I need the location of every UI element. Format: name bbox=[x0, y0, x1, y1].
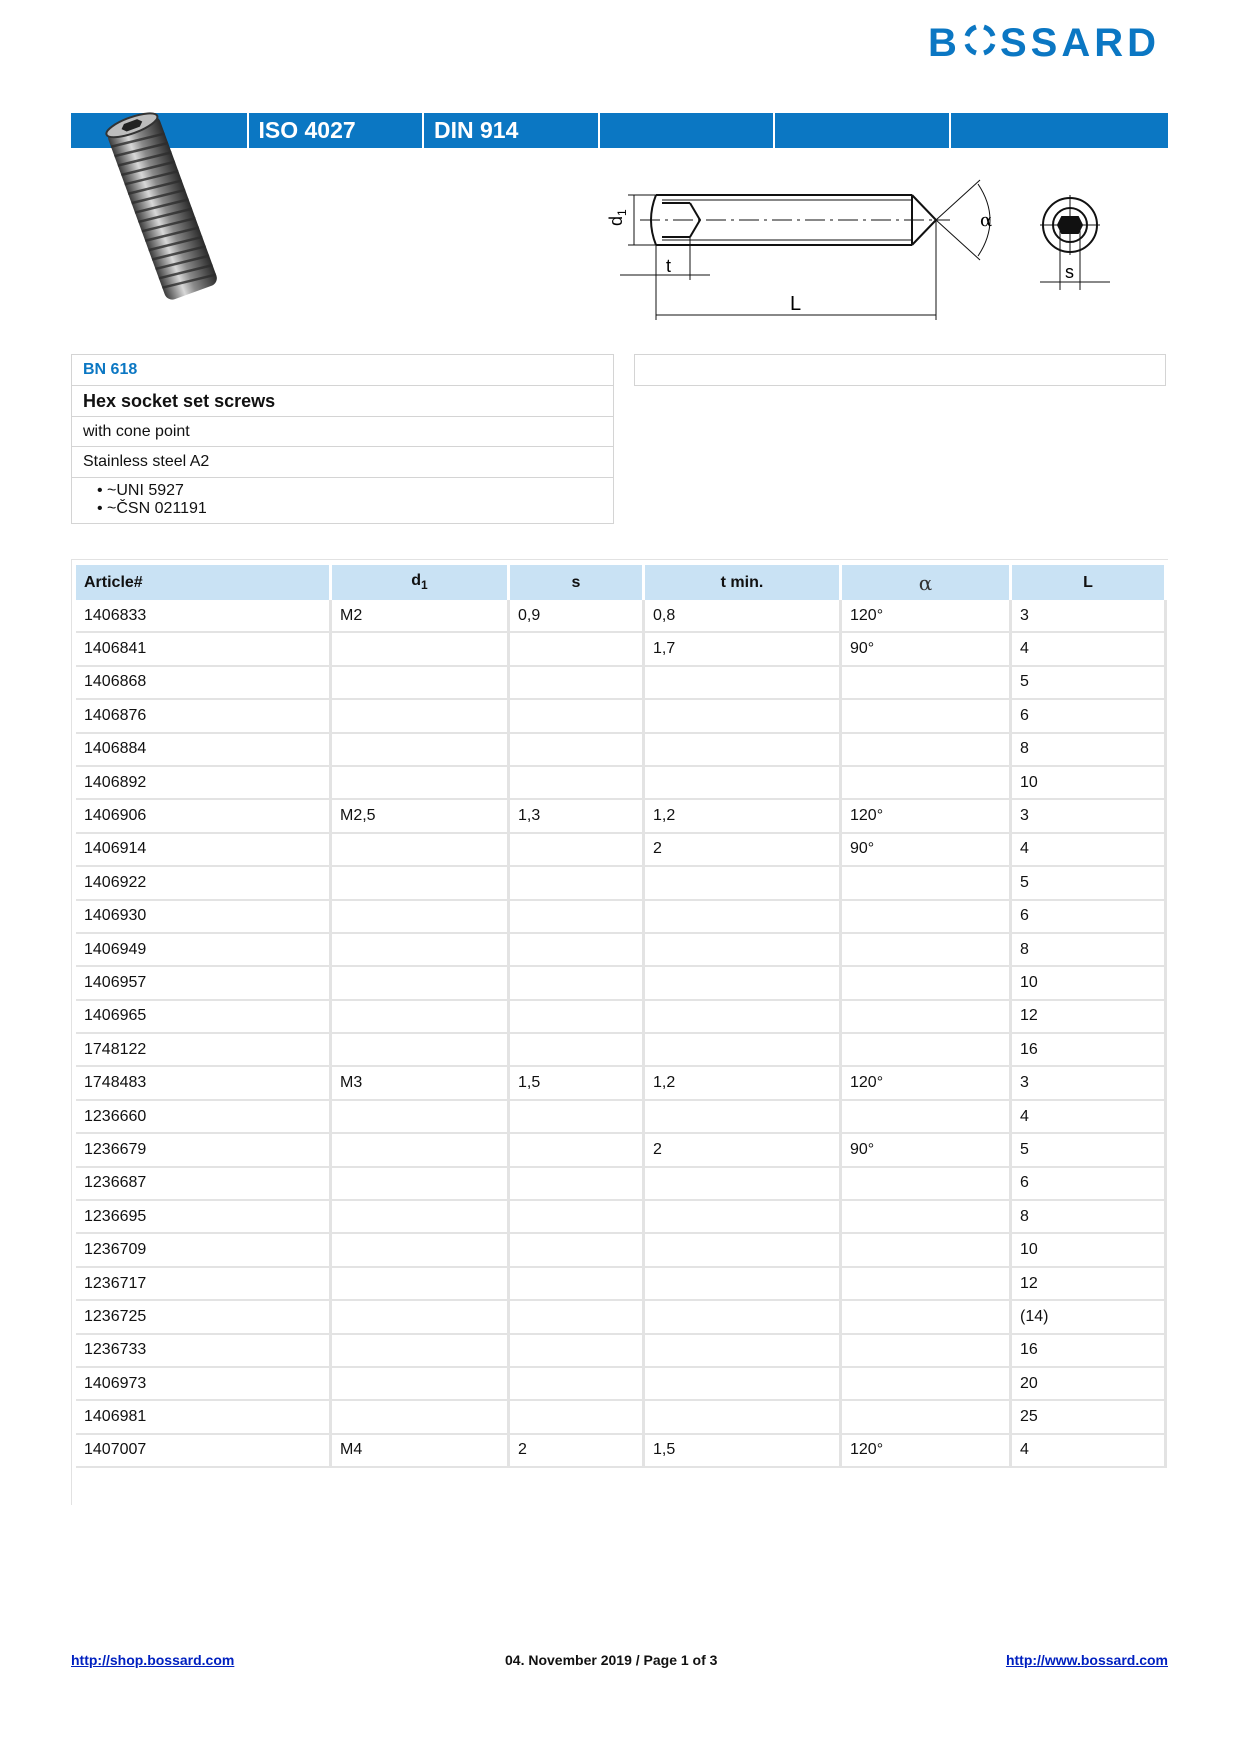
band-cell-iso: ISO 4027 bbox=[247, 113, 423, 148]
footer-left bbox=[71, 1652, 234, 1668]
cell-article: 1406841 bbox=[76, 633, 332, 666]
product-info-box bbox=[71, 354, 614, 524]
cell-d1 bbox=[332, 834, 510, 867]
cell-t-min: 1,7 bbox=[645, 633, 842, 666]
cell-article: 1406949 bbox=[76, 934, 332, 967]
cell-d1 bbox=[332, 1335, 510, 1368]
col-header-alpha: α bbox=[842, 565, 1012, 600]
cell-s bbox=[510, 667, 645, 700]
cell-alpha: 90° bbox=[842, 1134, 1012, 1167]
cell-alpha bbox=[842, 1401, 1012, 1434]
band-cell-din: DIN 914 bbox=[422, 113, 598, 148]
cell-l: 4 bbox=[1012, 633, 1167, 666]
cell-article: 1236725 bbox=[76, 1301, 332, 1334]
table-row bbox=[76, 1401, 1167, 1434]
band-cell bbox=[773, 113, 949, 148]
cell-alpha bbox=[842, 1034, 1012, 1067]
drawing-label-t: t bbox=[666, 256, 672, 276]
cell-article: 1407007 bbox=[76, 1435, 332, 1468]
cell-d1: M4 bbox=[332, 1435, 510, 1468]
bossard-logo bbox=[928, 18, 1168, 64]
cell-alpha bbox=[842, 767, 1012, 800]
cell-s bbox=[510, 1134, 645, 1167]
cell-alpha bbox=[842, 934, 1012, 967]
product-photo bbox=[95, 108, 230, 308]
cell-l: 10 bbox=[1012, 1234, 1167, 1267]
table-row bbox=[76, 1234, 1167, 1267]
cell-alpha: 120° bbox=[842, 1067, 1012, 1100]
cell-s bbox=[510, 1001, 645, 1034]
shop-link[interactable]: http://shop.bossard.com bbox=[71, 1652, 235, 1668]
cell-alpha: 90° bbox=[842, 834, 1012, 867]
col-header-d1: $d_1$ bbox=[332, 565, 510, 600]
cell-alpha bbox=[842, 734, 1012, 767]
table-row bbox=[76, 633, 1167, 666]
cell-s bbox=[510, 1401, 645, 1434]
cell-l: 20 bbox=[1012, 1368, 1167, 1401]
website-link[interactable]: http://www.bossard.com bbox=[1005, 1652, 1168, 1668]
cell-l: 6 bbox=[1012, 1168, 1167, 1201]
table-row bbox=[76, 834, 1167, 867]
cell-alpha bbox=[842, 1234, 1012, 1267]
cell-d1 bbox=[332, 967, 510, 1000]
table-row bbox=[76, 1034, 1167, 1067]
cell-s bbox=[510, 700, 645, 733]
cell-alpha: 120° bbox=[842, 1435, 1012, 1468]
footer-right bbox=[1006, 1652, 1168, 1668]
cell-t-min bbox=[645, 1335, 842, 1368]
table-row bbox=[76, 700, 1167, 733]
cell-article: 1406914 bbox=[76, 834, 332, 867]
cell-article: 1406884 bbox=[76, 734, 332, 767]
cell-l: 16 bbox=[1012, 1335, 1167, 1368]
cell-t-min: 1,2 bbox=[645, 800, 842, 833]
cell-alpha bbox=[842, 1201, 1012, 1234]
cell-article: 1236709 bbox=[76, 1234, 332, 1267]
cell-article: 1236687 bbox=[76, 1168, 332, 1201]
cell-l: 12 bbox=[1012, 1001, 1167, 1034]
cell-l: 6 bbox=[1012, 700, 1167, 733]
cell-article: 1406906 bbox=[76, 800, 332, 833]
cell-article: 1236695 bbox=[76, 1201, 332, 1234]
cell-l: 5 bbox=[1012, 667, 1167, 700]
cell-alpha bbox=[842, 700, 1012, 733]
drawing-label-alpha: α bbox=[980, 210, 993, 231]
cell-article: 1406876 bbox=[76, 700, 332, 733]
logo-ring bbox=[967, 27, 993, 53]
cell-alpha bbox=[842, 901, 1012, 934]
table-row bbox=[76, 867, 1167, 900]
table-row bbox=[76, 1067, 1167, 1100]
standard-item: • ~ČSN 021191 bbox=[97, 500, 207, 517]
cell-d1 bbox=[332, 1401, 510, 1434]
table-row bbox=[76, 1301, 1167, 1334]
cell-t-min: 0,8 bbox=[645, 600, 842, 633]
cell-s bbox=[510, 1301, 645, 1334]
cell-t-min bbox=[645, 967, 842, 1000]
cell-t-min: 2 bbox=[645, 834, 842, 867]
table-row bbox=[76, 1435, 1167, 1468]
cell-d1 bbox=[332, 700, 510, 733]
cell-alpha: 90° bbox=[842, 633, 1012, 666]
cell-t-min bbox=[645, 767, 842, 800]
cell-t-min bbox=[645, 1368, 842, 1401]
cell-d1 bbox=[332, 867, 510, 900]
cell-t-min bbox=[645, 667, 842, 700]
cell-d1 bbox=[332, 1201, 510, 1234]
cell-l: 6 bbox=[1012, 901, 1167, 934]
cell-t-min bbox=[645, 1268, 842, 1301]
cell-article: 1406930 bbox=[76, 901, 332, 934]
cell-s bbox=[510, 633, 645, 666]
cell-alpha bbox=[842, 667, 1012, 700]
drawing-label-s: s bbox=[1065, 262, 1074, 282]
col-header-s: s bbox=[510, 565, 645, 600]
cell-d1 bbox=[332, 1034, 510, 1067]
cell-article: 1406973 bbox=[76, 1368, 332, 1401]
cell-alpha bbox=[842, 867, 1012, 900]
cell-d1 bbox=[332, 1001, 510, 1034]
cell-article: 1748122 bbox=[76, 1034, 332, 1067]
cell-alpha bbox=[842, 1335, 1012, 1368]
cell-alpha bbox=[842, 1368, 1012, 1401]
table-row bbox=[76, 1335, 1167, 1368]
table-header-row bbox=[76, 565, 1167, 600]
product-title: Hex socket set screws bbox=[72, 386, 613, 417]
cell-d1 bbox=[332, 1168, 510, 1201]
table-row bbox=[76, 667, 1167, 700]
empty-info-box bbox=[634, 354, 1166, 386]
cell-l: 5 bbox=[1012, 1134, 1167, 1167]
cell-article: 1406965 bbox=[76, 1001, 332, 1034]
cell-t-min bbox=[645, 901, 842, 934]
cell-l: 3 bbox=[1012, 600, 1167, 633]
cell-l: 4 bbox=[1012, 1101, 1167, 1134]
cell-d1 bbox=[332, 633, 510, 666]
cell-l: 25 bbox=[1012, 1401, 1167, 1434]
table-row bbox=[76, 1201, 1167, 1234]
cell-l: 5 bbox=[1012, 867, 1167, 900]
standard-item: • ~UNI 5927 bbox=[97, 482, 184, 499]
cell-d1 bbox=[332, 667, 510, 700]
cell-l: 10 bbox=[1012, 967, 1167, 1000]
cell-d1: M2,5 bbox=[332, 800, 510, 833]
cell-s bbox=[510, 934, 645, 967]
col-header-article: Article# bbox=[76, 565, 332, 600]
cell-s bbox=[510, 867, 645, 900]
cell-d1 bbox=[332, 767, 510, 800]
band-cell bbox=[598, 113, 774, 148]
cell-t-min bbox=[645, 1401, 842, 1434]
cell-d1 bbox=[332, 1368, 510, 1401]
cell-l: 3 bbox=[1012, 800, 1167, 833]
cell-d1 bbox=[332, 934, 510, 967]
cell-article: 1236679 bbox=[76, 1134, 332, 1167]
standards-band bbox=[71, 113, 1168, 148]
standards-list bbox=[72, 478, 613, 523]
table-row bbox=[76, 1101, 1167, 1134]
bn-number: BN 618 bbox=[72, 355, 613, 386]
band-cell bbox=[949, 113, 1125, 148]
table-row bbox=[76, 1368, 1167, 1401]
cell-alpha bbox=[842, 967, 1012, 1000]
footer-date-page: 04. November 2019 / Page 1 of 3 bbox=[505, 1652, 718, 1668]
table-row bbox=[76, 800, 1167, 833]
cell-article: 1236717 bbox=[76, 1268, 332, 1301]
col-header-t-min: t min. bbox=[645, 565, 842, 600]
cell-t-min bbox=[645, 1001, 842, 1034]
cell-d1: M3 bbox=[332, 1067, 510, 1100]
cell-alpha bbox=[842, 1301, 1012, 1334]
table-row bbox=[76, 901, 1167, 934]
cell-s bbox=[510, 1101, 645, 1134]
cell-article: 1406922 bbox=[76, 867, 332, 900]
cell-alpha bbox=[842, 1168, 1012, 1201]
cell-t-min bbox=[645, 934, 842, 967]
table-row bbox=[76, 600, 1167, 633]
cell-l: 12 bbox=[1012, 1268, 1167, 1301]
cell-t-min bbox=[645, 700, 842, 733]
cell-s: 0,9 bbox=[510, 600, 645, 633]
table-row bbox=[76, 934, 1167, 967]
table-row bbox=[76, 1134, 1167, 1167]
cell-article: 1406833 bbox=[76, 600, 332, 633]
cell-s bbox=[510, 901, 645, 934]
logo-text: B bbox=[928, 21, 961, 64]
cell-s bbox=[510, 1168, 645, 1201]
cell-article: 1748483 bbox=[76, 1067, 332, 1100]
cell-t-min: 1,5 bbox=[645, 1435, 842, 1468]
cell-s bbox=[510, 967, 645, 1000]
cell-l: 8 bbox=[1012, 734, 1167, 767]
cell-alpha bbox=[842, 1101, 1012, 1134]
cell-l: 4 bbox=[1012, 1435, 1167, 1468]
cell-t-min bbox=[645, 867, 842, 900]
svg-text:SSARD: SSARD bbox=[1000, 21, 1161, 64]
cell-d1 bbox=[332, 734, 510, 767]
table-row bbox=[76, 1001, 1167, 1034]
cell-article: 1406981 bbox=[76, 1401, 332, 1434]
article-table-frame bbox=[71, 559, 1168, 1505]
cell-t-min bbox=[645, 1234, 842, 1267]
article-table bbox=[76, 565, 1167, 1468]
product-subtitle: with cone point bbox=[72, 417, 613, 447]
cell-s bbox=[510, 1201, 645, 1234]
cell-t-min: 2 bbox=[645, 1134, 842, 1167]
col-header-l: L bbox=[1012, 565, 1167, 600]
table-row bbox=[76, 1268, 1167, 1301]
cell-alpha: 120° bbox=[842, 800, 1012, 833]
table-row bbox=[76, 1168, 1167, 1201]
cell-alpha bbox=[842, 1001, 1012, 1034]
cell-l: 16 bbox=[1012, 1034, 1167, 1067]
drawing-label-l: L bbox=[790, 293, 802, 315]
cell-t-min bbox=[645, 1168, 842, 1201]
cell-l: 8 bbox=[1012, 934, 1167, 967]
cell-t-min bbox=[645, 1034, 842, 1067]
product-material: Stainless steel A2 bbox=[72, 447, 613, 478]
table-row bbox=[76, 767, 1167, 800]
cell-d1 bbox=[332, 901, 510, 934]
cell-s: 2 bbox=[510, 1435, 645, 1468]
cell-alpha: 120° bbox=[842, 600, 1012, 633]
cell-s bbox=[510, 1234, 645, 1267]
cell-l: 4 bbox=[1012, 834, 1167, 867]
cell-article: 1406892 bbox=[76, 767, 332, 800]
cell-d1: M2 bbox=[332, 600, 510, 633]
cell-article: 1236660 bbox=[76, 1101, 332, 1134]
cell-s bbox=[510, 1034, 645, 1067]
cell-s bbox=[510, 767, 645, 800]
cell-d1 bbox=[332, 1101, 510, 1134]
table-row bbox=[76, 967, 1167, 1000]
cell-l: (14) bbox=[1012, 1301, 1167, 1334]
cell-l: 10 bbox=[1012, 767, 1167, 800]
cell-alpha bbox=[842, 1268, 1012, 1301]
cell-article: 1236733 bbox=[76, 1335, 332, 1368]
cell-article: 1406957 bbox=[76, 967, 332, 1000]
cell-t-min: 1,2 bbox=[645, 1067, 842, 1100]
cell-s: 1,5 bbox=[510, 1067, 645, 1100]
cell-t-min bbox=[645, 1301, 842, 1334]
cell-l: 8 bbox=[1012, 1201, 1167, 1234]
cell-s: 1,3 bbox=[510, 800, 645, 833]
cell-t-min bbox=[645, 734, 842, 767]
cell-d1 bbox=[332, 1301, 510, 1334]
drawing-label-d1: $d_1$ bbox=[606, 209, 629, 226]
cell-d1 bbox=[332, 1134, 510, 1167]
cell-article: 1406868 bbox=[76, 667, 332, 700]
table-row bbox=[76, 734, 1167, 767]
cell-s bbox=[510, 1268, 645, 1301]
cell-s bbox=[510, 734, 645, 767]
cell-s bbox=[510, 1368, 645, 1401]
cell-t-min bbox=[645, 1201, 842, 1234]
technical-drawing bbox=[600, 170, 1150, 330]
cell-d1 bbox=[332, 1234, 510, 1267]
cell-d1 bbox=[332, 1268, 510, 1301]
cell-s bbox=[510, 834, 645, 867]
cell-t-min bbox=[645, 1101, 842, 1134]
cell-s bbox=[510, 1335, 645, 1368]
cell-l: 3 bbox=[1012, 1067, 1167, 1100]
